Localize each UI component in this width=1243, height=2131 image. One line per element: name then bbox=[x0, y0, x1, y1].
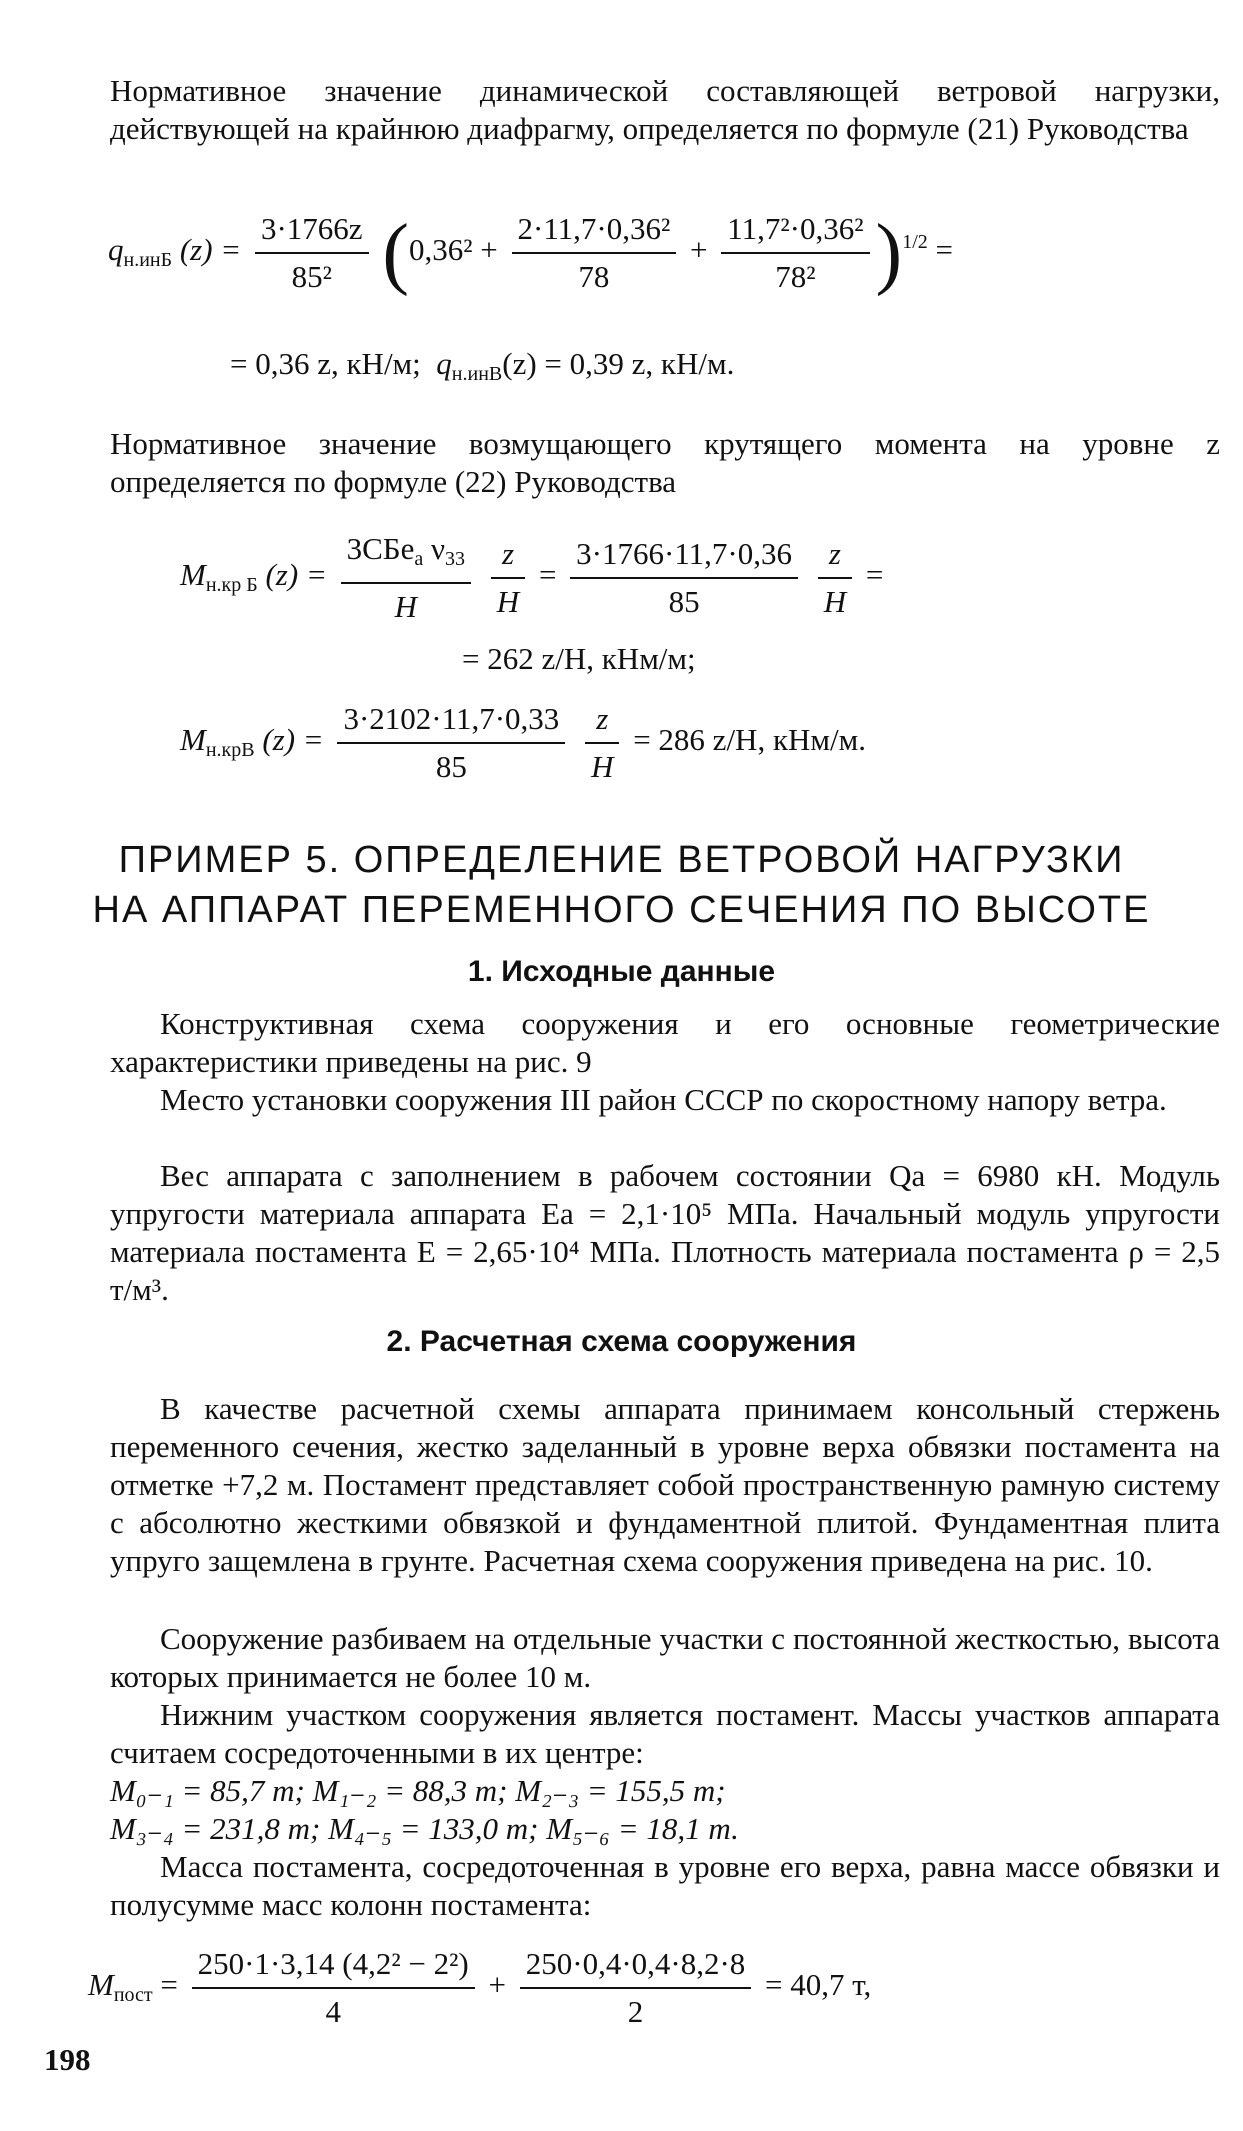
formula-mpost-frac1-den: 4 bbox=[325, 1994, 341, 2029]
intro-paragraph: Нормативное значение динамической составляющей ветровой нагрузки, действующей на крайнюю диафрагму, определяется по формуле (21) Руководства bbox=[110, 73, 1220, 146]
formula-q-line2b-sub: н.инВ bbox=[451, 363, 503, 385]
formula-m-frac6-den: H bbox=[591, 749, 614, 784]
section2-paragraph1: В качестве расчетной схемы аппарата принимаем консольный стержень переменного сечения, жестко заделанный в уровне верха обвязки постамента на отметке +7,2 м. Постамент представляет собой пространственную рамную систему с абсолютно жесткими обвязкой и фундаментной плитой. Фундаментная плита упруго защемлена в грунте. Расчетная схема сооружения приведена на рис. 10. bbox=[110, 1391, 1220, 1578]
torque-intro-paragraph: Нормативное значение возмущающего крутящего момента на уровне z определяется по формуле (22) Руководства bbox=[110, 426, 1220, 499]
formula-m-frac3-num: 3·1766·11,7·0,36 bbox=[570, 535, 798, 579]
formula-mpost-frac1 bbox=[192, 1945, 475, 2031]
right-paren: ) bbox=[875, 209, 903, 297]
formula-q-frac2-den: 78 bbox=[578, 259, 610, 294]
formula-m-frac5-den: 85 bbox=[435, 749, 467, 784]
formula-q-line1 bbox=[108, 210, 953, 296]
formula-q-line2b-lhs: q bbox=[436, 346, 452, 381]
left-paren: ( bbox=[382, 209, 409, 297]
formula-m-frac1-num-rest: ν bbox=[423, 531, 446, 566]
formula-m-frac3 bbox=[570, 535, 798, 621]
page-number: 198 bbox=[44, 2042, 91, 2077]
formula-m-frac2-num: z bbox=[491, 535, 525, 579]
formula-mpost-frac2 bbox=[520, 1945, 752, 2031]
formula-m-lhs: M bbox=[180, 557, 206, 593]
formula-q-frac3-den: 78² bbox=[775, 259, 816, 294]
formula-m-line3-rest: = 286 z/H, кНм/м. bbox=[633, 722, 866, 758]
formula-m-lhs3: M bbox=[180, 722, 206, 758]
section1-paragraph3: Вес аппарата с заполнением в рабочем состоянии Qa = 6980 кН. Модуль упругости материала аппарата Ea = 2,1·10⁵ МПа. Начальный модуль упругости материала постамента E = 2,65·10⁴ МПа. Плотность материала постамента ρ = 2,5 т/м³. bbox=[110, 1158, 1220, 1307]
formula-q-frac1-num: 3·1766z bbox=[255, 210, 369, 254]
section2-title: 2. Расчетная схема сооружения bbox=[386, 1325, 857, 1358]
formula-mpost-result: = 40,7 т, bbox=[765, 1967, 872, 2003]
section2-paragraph3: Нижним участком сооружения является постамент. Массы участков аппарата считаем сосредоточенными в их центре: bbox=[110, 1697, 1220, 1770]
section1-title: 1. Исходные данные bbox=[467, 955, 776, 988]
formula-m-frac1-den: H bbox=[394, 589, 418, 624]
example-heading-line1: ПРИМЕР 5. ОПРЕДЕЛЕНИЕ ВЕТРОВОЙ НАГРУЗКИ bbox=[118, 839, 1125, 881]
section1-paragraph2: Место установки сооружения III район СССР по скоростному напору ветра. bbox=[160, 1082, 1167, 1117]
formula-mpost-frac1-num: 250·1·3,14 (4,2² − 2²) bbox=[192, 1945, 475, 1989]
formula-q-frac3-num: 11,7²·0,36² bbox=[721, 210, 869, 254]
formula-m-eq1: = bbox=[538, 557, 557, 593]
formula-q-line2-text: = 0,36 z, кН/м; bbox=[230, 346, 421, 381]
formula-mpost-frac2-den: 2 bbox=[627, 1994, 644, 2029]
formula-mpost-eq: = bbox=[160, 1967, 178, 2003]
formula-m-frac5-num: 3·2102·11,7·0,33 bbox=[337, 700, 565, 744]
formula-m-frac5 bbox=[337, 700, 565, 786]
formula-m-frac1-num-sub2: 33 bbox=[445, 548, 466, 570]
example-heading-line2: НА АППАРАТ ПЕРЕМЕННОГО СЕЧЕНИЯ ПО ВЫСОТЕ bbox=[92, 889, 1151, 931]
formula-q-frac3 bbox=[721, 210, 869, 296]
formula-mpost bbox=[88, 1945, 871, 2031]
formula-q-term1: 0,36² + bbox=[408, 232, 498, 268]
formula-m-lhs-sub: н.кр Б bbox=[205, 574, 258, 597]
formula-q-equals: = bbox=[935, 232, 953, 268]
formula-mpost-lhs: M bbox=[88, 1967, 114, 2003]
formula-m-frac1 bbox=[341, 530, 471, 626]
formula-m-frac2 bbox=[491, 535, 525, 621]
section2-masses-line2: M₃₋₄ = 231,8 т; M₄₋₅ = 133,0 т; M₅₋₆ = 18,1 т. bbox=[110, 1811, 739, 1846]
formula-m-frac1-num-sub: a bbox=[414, 548, 424, 570]
formula-q-plus: + bbox=[690, 232, 708, 268]
formula-m-lhs3-sub: н.крВ bbox=[205, 739, 255, 762]
formula-q-frac2-num: 2·11,7·0,36² bbox=[512, 210, 677, 254]
formula-q-line2b-rest: (z) = 0,39 z, кН/м. bbox=[502, 346, 735, 381]
formula-q-line2 bbox=[230, 345, 734, 393]
section2-paragraph4: Масса постамента, сосредоточенная в уровне его верха, равна массе обвязки и полусумме масс колонн постамента: bbox=[110, 1849, 1220, 1922]
formula-m-line3 bbox=[180, 700, 866, 786]
formula-m-frac4-num: z bbox=[818, 535, 852, 579]
formula-m-line2-text: = 262 z/H, кНм/м; bbox=[462, 641, 696, 676]
formula-m-frac4 bbox=[818, 535, 852, 621]
formula-m-frac6 bbox=[585, 700, 619, 786]
formula-q-frac2 bbox=[512, 210, 677, 296]
section1-paragraph1: Конструктивная схема сооружения и его основные геометрические характеристики приведены на рис. 9 bbox=[110, 1006, 1220, 1079]
formula-mpost-frac2-num: 250·0,4·0,4·8,2·8 bbox=[520, 1945, 752, 1989]
formula-m-line2 bbox=[462, 640, 696, 678]
formula-m-frac4-den: H bbox=[823, 584, 847, 619]
section2-masses-line1: M₀₋₁ = 85,7 т; M₁₋₂ = 88,3 т; M₂₋₃ = 155,5 т; bbox=[110, 1773, 726, 1808]
formula-m-lhs-arg: (z) = bbox=[265, 557, 327, 593]
formula-q-lhs-sub: н.инБ bbox=[123, 249, 173, 272]
formula-q-frac1-den: 85² bbox=[291, 259, 332, 294]
formula-q-power: 1/2 bbox=[902, 231, 928, 254]
formula-m-frac6-num: z bbox=[585, 700, 619, 744]
formula-m-line1 bbox=[180, 530, 883, 626]
section2-paragraph2: Сооружение разбиваем на отдельные участки с постоянной жесткостью, высота которых принимается не более 10 м. bbox=[110, 1621, 1220, 1694]
formula-m-frac1-num-main: 3CБe bbox=[346, 531, 415, 566]
formula-m-frac2-den: H bbox=[496, 584, 520, 619]
formula-q-lhs-arg: (z) = bbox=[179, 232, 242, 268]
formula-mpost-lhs-sub: пост bbox=[113, 1984, 153, 2007]
formula-q-frac1 bbox=[255, 210, 369, 296]
formula-m-frac1-num bbox=[341, 530, 471, 584]
formula-m-frac3-den: 85 bbox=[668, 584, 700, 619]
formula-mpost-plus: + bbox=[488, 1967, 506, 2003]
formula-m-lhs3-arg: (z) = bbox=[262, 722, 324, 758]
formula-m-eq2: = bbox=[865, 557, 884, 593]
formula-q-lhs: q bbox=[108, 232, 124, 268]
